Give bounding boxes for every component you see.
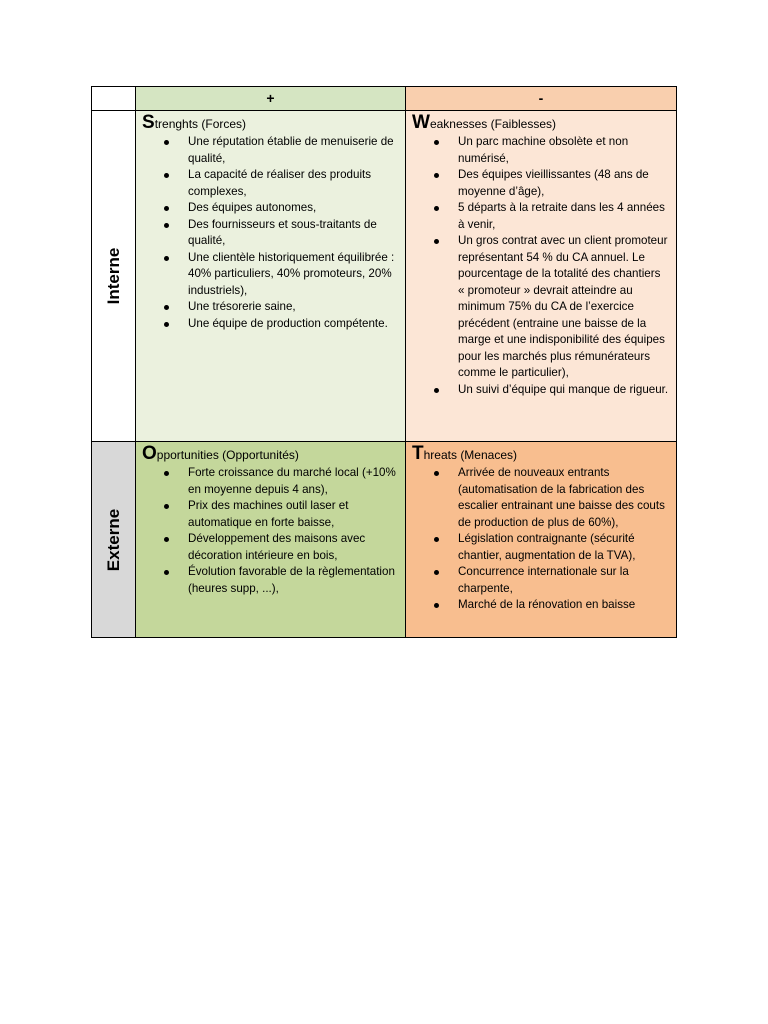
list-item: Un suivi d’équipe qui manque de rigueur. xyxy=(458,382,670,399)
threats-title-rest: hreats xyxy=(423,448,457,462)
list-item: Arrivée de nouveaux entrants (automatisation de la fabrication des escalier entrainant une baisse des couts de production de plus de 60%), xyxy=(458,465,670,531)
opportunities-list xyxy=(136,465,405,597)
list-item: Un gros contrat avec un client promoteur représentant 54 % du CA annuel. Le pourcentage de la totalité des chantiers « promoteur » devrait atteindre au minimum 75% du CA de l’exercice précédent (entraine une baisse de la marge et une indisponibilité des équipes pour les marchés plus rémunérateurs comme le particulier), xyxy=(458,233,670,382)
strengths-quadrant xyxy=(136,111,405,441)
list-item: Une trésorerie saine, xyxy=(188,299,397,316)
strengths-list xyxy=(136,134,405,332)
row-label-externe-text: Externe xyxy=(103,508,123,571)
list-item: Des équipes vieillissantes (48 ans de moyenne d’âge), xyxy=(458,167,670,200)
opportunities-initial: O xyxy=(142,443,157,464)
opportunities-subtitle: (Opportunités) xyxy=(222,448,299,462)
list-item: Concurrence internationale sur la charpente, xyxy=(458,564,670,597)
list-item: Législation contraignante (sécurité chantier, augmentation de la TVA), xyxy=(458,531,670,564)
threats-list xyxy=(406,465,676,614)
list-item: Des fournisseurs et sous-traitants de qualité, xyxy=(188,217,397,250)
opportunities-title xyxy=(142,443,405,464)
list-item: Une réputation établie de menuiserie de qualité, xyxy=(188,134,397,167)
threats-title xyxy=(412,443,676,464)
list-item: La capacité de réaliser des produits complexes, xyxy=(188,167,397,200)
threats-initial: T xyxy=(412,443,424,464)
threats-quadrant xyxy=(405,441,676,637)
list-item: 5 départs à la retraite dans les 4 années à venir, xyxy=(458,200,670,233)
weaknesses-initial: W xyxy=(412,112,430,133)
weaknesses-title-rest: eaknesses xyxy=(429,117,488,131)
list-item: Une équipe de production compétente. xyxy=(188,316,397,333)
strengths-initial: S xyxy=(142,112,155,133)
opportunities-title-rest: pportunities xyxy=(156,448,219,462)
weaknesses-title xyxy=(412,112,676,133)
swot-table xyxy=(91,86,677,638)
threats-subtitle: (Menaces) xyxy=(460,448,517,462)
weaknesses-quadrant xyxy=(405,111,676,441)
list-item: Marché de la rénovation en baisse xyxy=(458,597,670,614)
opportunities-quadrant xyxy=(136,441,405,637)
header-corner xyxy=(92,87,136,111)
row-label-interne-text: Interne xyxy=(103,247,123,305)
header-plus: + xyxy=(136,87,405,111)
header-minus: - xyxy=(405,87,676,111)
list-item: Des équipes autonomes, xyxy=(188,200,397,217)
list-item: Un parc machine obsolète et non numérisé, xyxy=(458,134,670,167)
list-item: Évolution favorable de la règlementation (heures supp, ...), xyxy=(188,564,397,597)
row-label-interne xyxy=(92,111,136,441)
weaknesses-subtitle: (Faiblesses) xyxy=(490,117,557,131)
strengths-subtitle: (Forces) xyxy=(201,117,247,131)
header-divider xyxy=(92,110,676,111)
list-item: Développement des maisons avec décoration intérieure en bois, xyxy=(188,531,397,564)
list-item: Une clientèle historiquement équilibrée : 40% particuliers, 40% promoteurs, 20% industriels), xyxy=(188,250,397,300)
weaknesses-list xyxy=(406,134,676,398)
strengths-title-rest: trenghts xyxy=(154,117,199,131)
list-item: Forte croissance du marché local (+10% en moyenne depuis 4 ans), xyxy=(188,465,397,498)
list-item: Prix des machines outil laser et automatique en forte baisse, xyxy=(188,498,397,531)
strengths-title xyxy=(142,112,405,133)
row-label-externe xyxy=(92,441,136,637)
